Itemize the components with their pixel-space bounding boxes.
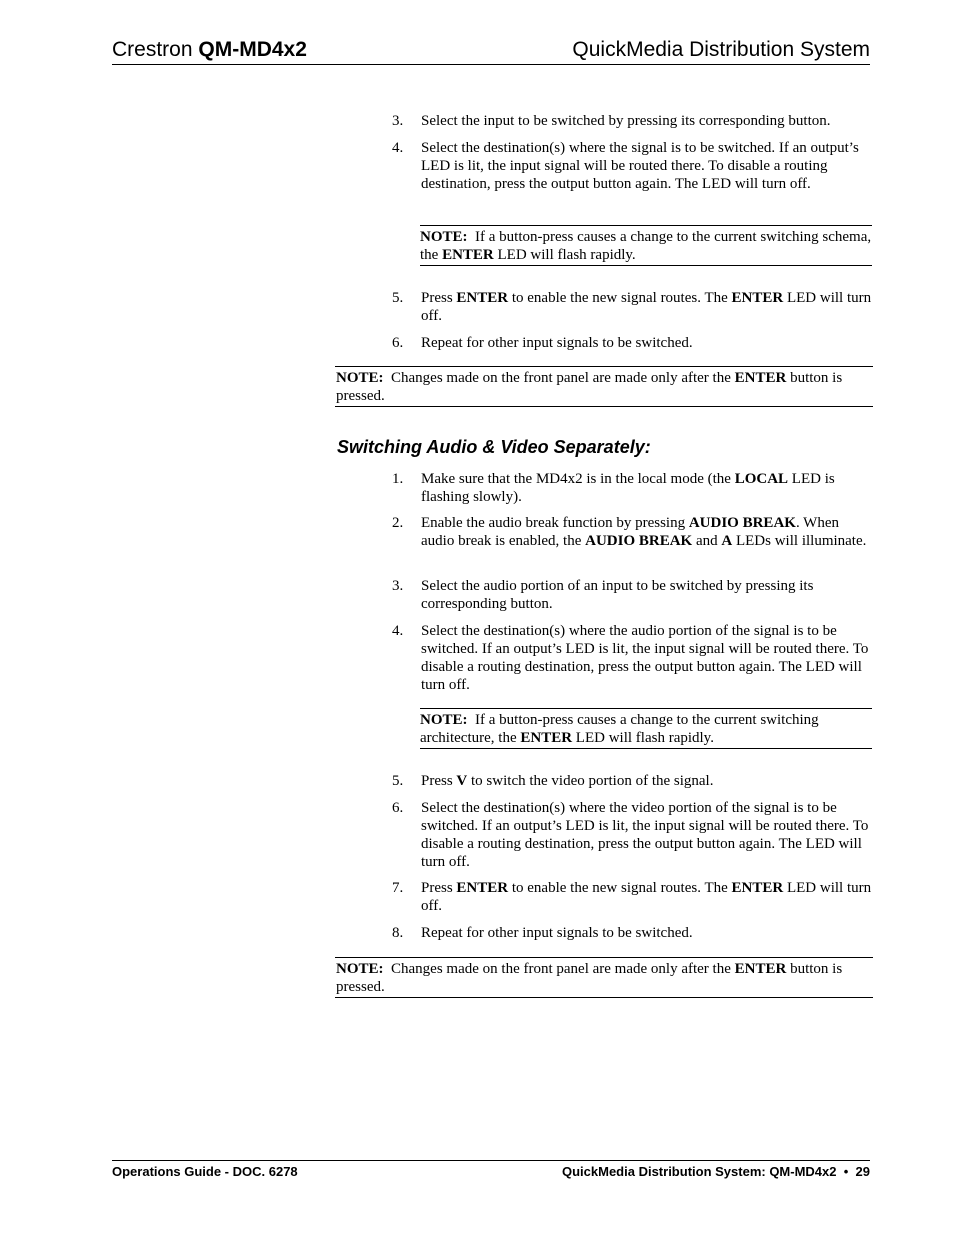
note-box: NOTE: If a button-press causes a change to the current switching schema, the ENTER LED will flash rapidly. — [420, 225, 872, 266]
note-box: NOTE: Changes made on the front panel are made only after the ENTER button is pressed. — [335, 366, 873, 407]
footer-page-info: QuickMedia Distribution System: QM-MD4x2 • 29 — [562, 1164, 870, 1179]
bullet-icon: • — [843, 1164, 849, 1179]
page-header — [112, 38, 870, 65]
page-number: 29 — [855, 1164, 870, 1179]
note-box: NOTE: Changes made on the front panel are made only after the ENTER button is pressed. — [335, 957, 873, 998]
header-title: QuickMedia Distribution System — [572, 38, 870, 61]
header-model: QM-MD4x2 — [198, 38, 307, 61]
header-brand: Crestron QM-MD4x2 — [112, 38, 307, 61]
footer-doc-ref: Operations Guide - DOC. 6278 — [112, 1164, 298, 1179]
page-footer — [112, 1160, 870, 1179]
section-heading: Switching Audio & Video Separately: — [337, 437, 651, 457]
note-box: NOTE: If a button-press causes a change to the current switching architecture, the ENTER LED will flash rapidly. — [420, 708, 872, 749]
